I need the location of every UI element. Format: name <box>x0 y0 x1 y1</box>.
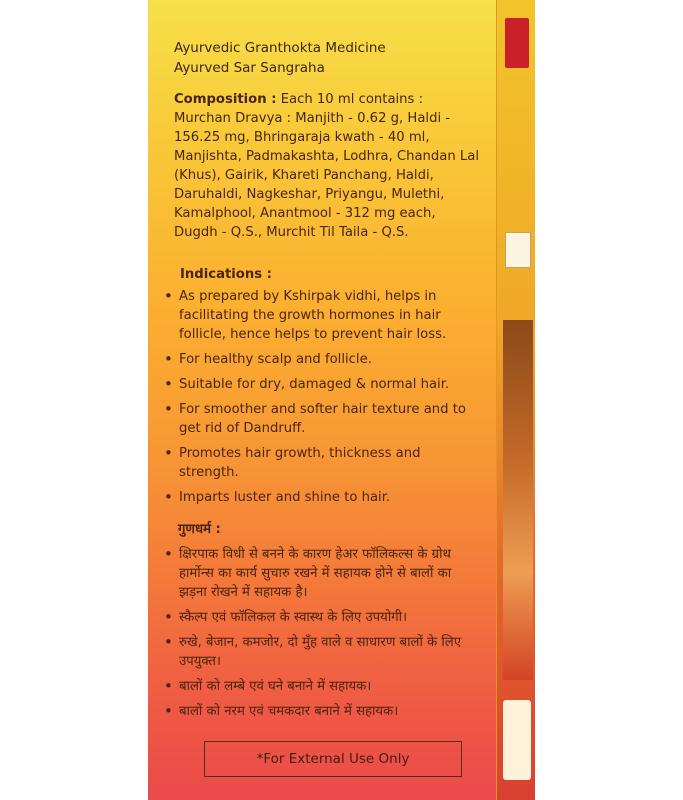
indication-item: • Imparts luster and shine to hair. <box>162 488 480 507</box>
composition-block <box>174 90 480 242</box>
header-line-1: Ayurvedic Granthokta Medicine <box>174 40 386 56</box>
gundharm-item: • बालों को नरम एवं चमकदार बनाने में सहायक। <box>162 702 480 721</box>
indication-item: • For healthy scalp and follicle. <box>162 350 480 369</box>
indication-item: • As prepared by Kshirpak vidhi, helps in facilitating the growth hormones in hair follicle, hence helps to prevent hair loss. <box>162 287 480 344</box>
header-line-2: Ayurved Sar Sangraha <box>174 60 325 76</box>
external-use-label: *For External Use Only <box>256 751 410 767</box>
side-bottom-badge <box>503 700 531 780</box>
header-title <box>174 38 386 78</box>
indications-heading: Indications : <box>180 267 272 282</box>
gundharm-heading: गुणधर्म : <box>178 522 221 537</box>
gundharm-item: • रुखे, बेजान, कमजोर, दो मुँह वाले व साधारण बालों के लिए उपयुक्त। <box>162 633 480 671</box>
gundharm-list <box>162 545 480 727</box>
gundharm-item: • बालों को लम्बे एवं घने बनाने में सहायक। <box>162 677 480 696</box>
indications-list <box>162 287 480 513</box>
side-label-badge <box>505 232 531 268</box>
external-use-notice <box>204 741 462 777</box>
brand-logo-strip <box>505 18 529 68</box>
gundharm-item: • क्षिरपाक विधी से बनने के कारण हेअर फॉलिकल्स के ग्रोथ हार्मोन्स का कार्य सुचारु रखने में सहायक होने से बालों का झड़ना रोखने में सहायक है। <box>162 545 480 602</box>
indication-item: • Promotes hair growth, thickness and strength. <box>162 444 480 482</box>
composition-label: Composition : <box>174 92 277 107</box>
side-portrait-image <box>503 320 533 680</box>
composition-text: Each 10 ml contains : Murchan Dravya : Manjith - 0.62 g, Haldi - 156.25 mg, Bhringaraja kwath - 40 ml, Manjishta, Padmakashta, Lodhra, Chandan Lal (Khus), Gairik, Khareti Panchang, Haldi, Daruhaldi, Nagkeshar, Priyangu, Mulethi, Kamalphool, Anantmool - 312 mg each, Dugdh - Q.S., Murchit Til Taila - Q.S. <box>174 92 479 240</box>
indication-item: • Suitable for dry, damaged & normal hair. <box>162 375 480 394</box>
gundharm-item: • स्कैल्प एवं फॉलिकल के स्वास्थ के लिए उपयोगी। <box>162 608 480 627</box>
indication-item: • For smoother and softer hair texture and to get rid of Dandruff. <box>162 400 480 438</box>
